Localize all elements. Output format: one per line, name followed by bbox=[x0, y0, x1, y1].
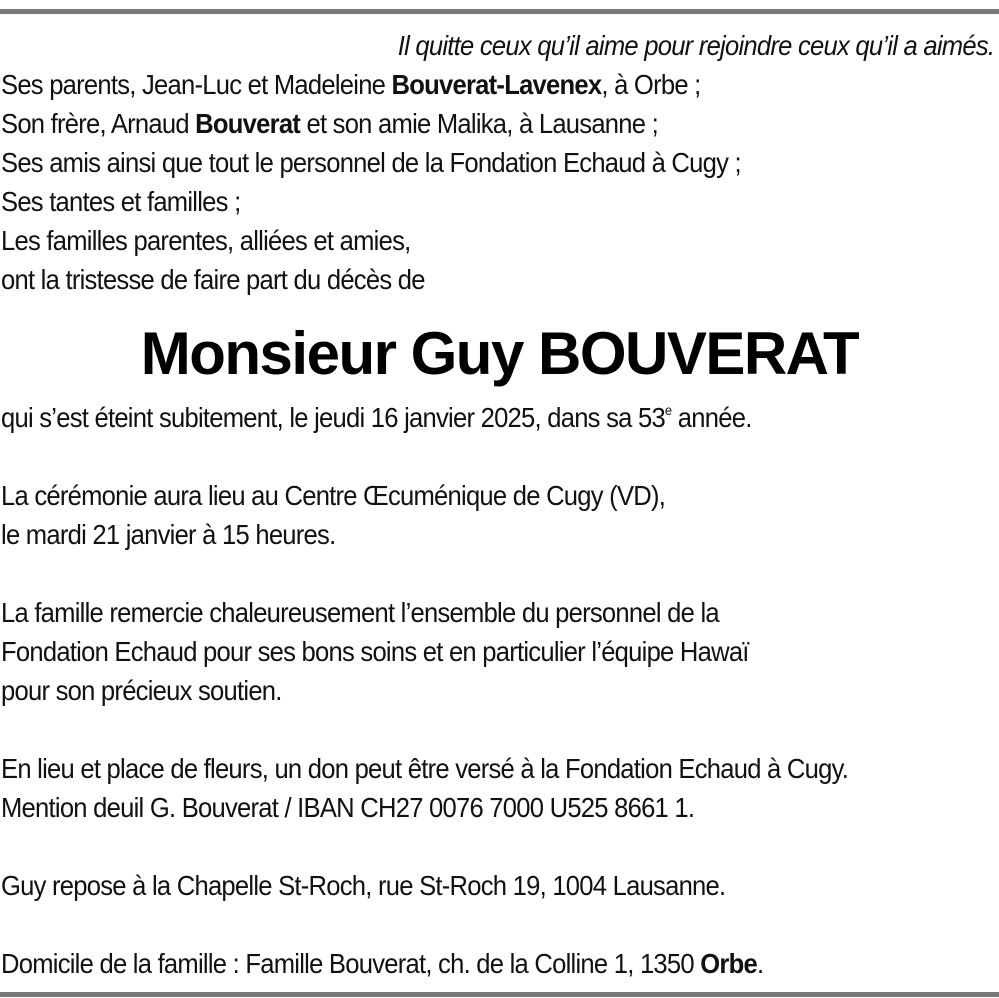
aunts-line: Ses tantes et familles ; bbox=[1, 186, 241, 217]
donation-line-2: Mention deuil G. Bouverat / IBAN CH27 0076 7000 U525 8661 1. bbox=[1, 792, 695, 823]
death-line: qui s’est éteint subitement, le jeudi 16 janvier 2025, dans sa 53e année. bbox=[1, 402, 752, 433]
brother-line: Son frère, Arnaud Bouverat et son amie Malika, à Lausanne ; bbox=[1, 108, 658, 139]
thanks-line-3: pour son précieux soutien. bbox=[1, 675, 282, 706]
thanks-line-2: Fondation Echaud pour ses bons soins et en particulier l’équipe Hawaï bbox=[1, 636, 749, 667]
rest-location-line: Guy repose à la Chapelle St-Roch, rue St-Roch 19, 1004 Lausanne. bbox=[1, 870, 726, 901]
parents-surname: Bouverat-Lavenex bbox=[391, 69, 602, 100]
family-home-line: Domicile de la famille : Famille Bouverat, ch. de la Colline 1, 1350 Orbe. bbox=[1, 948, 764, 979]
announce-line: ont la tristesse de faire part du décès de bbox=[1, 264, 425, 295]
deceased-name: Monsieur Guy BOUVERAT bbox=[140, 320, 859, 387]
ceremony-line-1: La cérémonie aura lieu au Centre Œcuménique de Cugy (VD), bbox=[1, 480, 666, 511]
epigraph: Il quitte ceux qu’il aime pour rejoindre ceux qu’il a aimés. bbox=[397, 30, 995, 61]
ceremony-line-2: le mardi 21 janvier à 15 heures. bbox=[1, 519, 336, 550]
friends-line: Ses amis ainsi que tout le personnel de la Fondation Echaud à Cugy ; bbox=[1, 147, 741, 178]
thanks-line-1: La famille remercie chaleureusement l’ensemble du personnel de la bbox=[1, 597, 719, 628]
relatives-line: Les familles parentes, alliées et amies, bbox=[1, 225, 411, 256]
brother-surname: Bouverat bbox=[195, 108, 301, 139]
home-town: Orbe bbox=[700, 948, 757, 979]
parents-line: Ses parents, Jean-Luc et Madeleine Bouverat-Lavenex, à Orbe ; bbox=[1, 69, 701, 100]
notice-body bbox=[1, 398, 996, 983]
donation-line-1: En lieu et place de fleurs, un don peut être versé à la Fondation Echaud à Cugy. bbox=[1, 753, 849, 784]
bottom-rule bbox=[0, 992, 999, 997]
ordinal-suffix: e bbox=[664, 402, 672, 418]
family-announcement bbox=[1, 27, 996, 299]
top-rule bbox=[0, 9, 999, 14]
